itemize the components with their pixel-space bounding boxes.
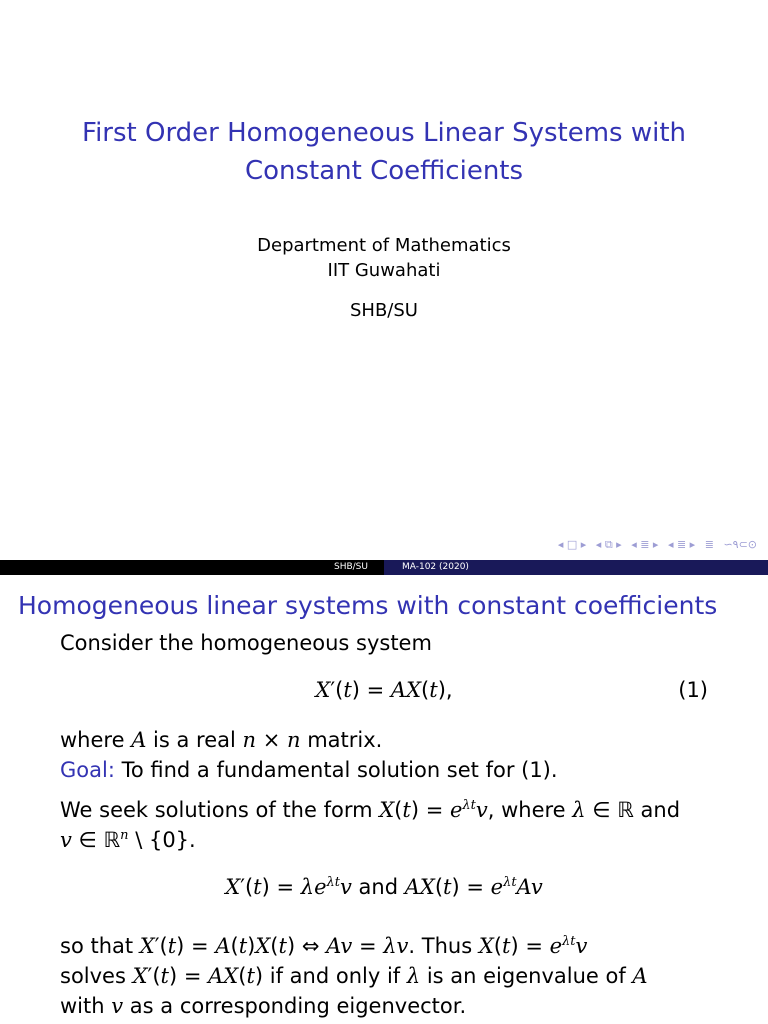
footer-author: SHB/SU <box>334 562 368 572</box>
nav-section-icon[interactable]: ◂ ≣ ▸ <box>667 538 696 551</box>
title-line-1: First Order Homogeneous Linear Systems with <box>82 118 686 148</box>
author-name: SHB/SU <box>350 300 418 321</box>
equation-number: (1) <box>678 678 708 702</box>
intro-text: Consider the homogeneous system <box>60 631 432 655</box>
title-line-2: Constant Coefficients <box>244 156 524 186</box>
conclusion-line-3: with v as a corresponding eigenvector. <box>60 994 467 1018</box>
where-line: where A is a real n × n matrix. <box>60 728 383 752</box>
conclusion-line-1: so that X′(t) = A(t)X(t) ⇔ Av = λv. Thus $X(t) = e^{\lambda t}v$ <box>60 934 588 958</box>
nav-frame-icon[interactable]: ◂ ⧉ ▸ <box>595 538 622 551</box>
nav-document-icon[interactable]: ≣ <box>704 538 714 551</box>
institute-name: IIT Guwahati <box>327 260 441 281</box>
footer-course: MA-102 (2020) <box>384 560 768 575</box>
derivative-equation: $X'(t) = \lambda e^{\lambda t}v$ and $AX(t) = e^{\lambda t}Av$ <box>225 875 543 899</box>
affiliation <box>0 233 768 283</box>
conclusion-line-2: solves X′(t) = AX(t) if and only if λ is an eigenvalue of A <box>60 964 648 988</box>
seek-line-2: v ∈ ℝ$^n$ \ {0}. <box>60 828 196 852</box>
slide-footer <box>0 560 768 575</box>
nav-subsection-icon[interactable]: ◂ ≣ ▸ <box>631 538 659 551</box>
goal-line <box>60 758 558 782</box>
seek-line-1: We seek solutions of the form $X(t) = e^{\lambda t}v$, where λ ∈ ℝ and <box>60 798 681 822</box>
content-slide <box>0 575 768 1024</box>
frame-title: Homogeneous linear systems with constant coefficients <box>18 591 718 620</box>
goal-label: Goal: <box>60 758 115 782</box>
nav-search-icon[interactable]: ∽۹⊂⊙ <box>723 538 757 551</box>
equation-1: X′(t) = AX(t), <box>315 678 453 702</box>
goal-text: To find a fundamental solution set for (1). <box>121 758 558 782</box>
department-name: Department of Mathematics <box>257 235 511 256</box>
presentation-title <box>0 114 768 190</box>
nav-prev-slide-icon[interactable]: ◂ □ ▸ <box>557 538 587 551</box>
beamer-navigation-bar[interactable] <box>555 538 760 552</box>
